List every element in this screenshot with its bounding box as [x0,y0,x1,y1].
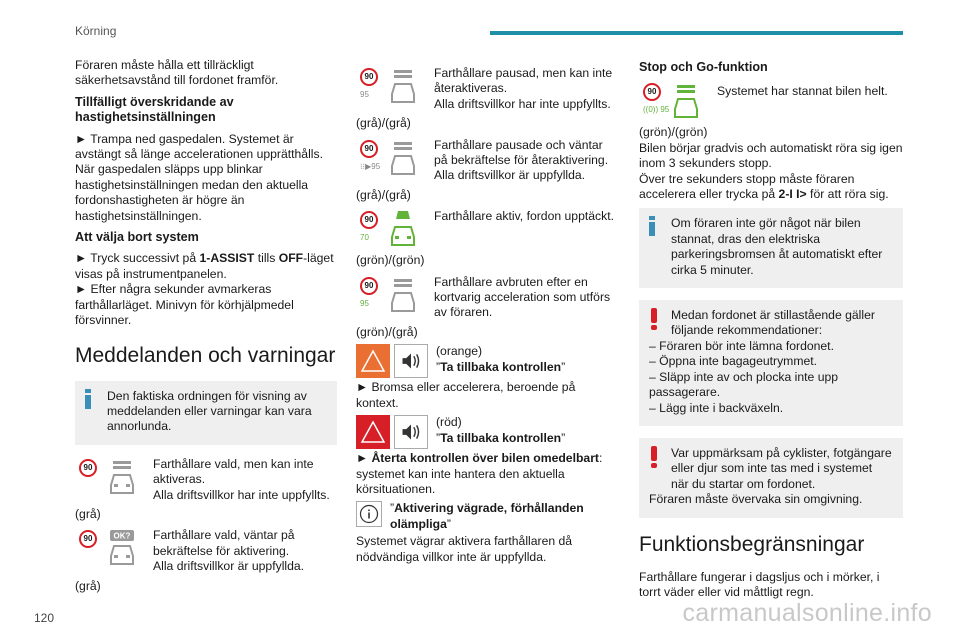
column-3 [639,58,903,606]
section-title: Körning [75,24,117,38]
message-text: Alla driftsvillkor är uppfyllda. [153,559,305,574]
info-circle-icon [356,501,382,527]
speed-gauge-icon: 90 [75,528,107,562]
message-text: Farthållare vald, men kan inte aktiveras. [153,456,314,487]
warning-box: Var uppmärksam på cyklister, fotgängare eller djur som inte tas med i systemet när du startar om fordonet. Föraren måste övervaka sin omgivning. [639,438,903,518]
section-heading: Funktionsbegränsningar [639,532,865,556]
info-icon [649,216,655,236]
color-caption: (grå) [75,506,101,521]
speed-gauge-icon: 90 ((0)) 95 [639,81,671,115]
paragraph: Farthållare fungerar i dagsljus och i mörker, i torrt väder eller vid måttligt regn. [639,569,880,599]
subheading: Tillfälligt överskridande av hastighetsinställningen [75,94,234,125]
speed-gauge-icon: 90 70 [356,209,388,243]
paragraph: ► Bromsa eller accelerera, beroende på kontext. [356,380,576,410]
warning-triangle-icon [356,415,390,449]
paragraph: ► Återta kontrollen över bilen omedelbart: systemet kan inte hantera den aktuella körsituationen. [356,451,603,496]
exclamation-icon [651,446,657,468]
message-text: Farthållare pausade och väntar på bekräftelse för återaktivering. [434,137,609,168]
subheading: Stop och Go-funktion [639,60,768,74]
speed-gauge-icon: 90 95 [356,275,388,309]
color-caption: (grå) [75,578,101,593]
paragraph: Föraren måste hålla ett tillräckligt säkerhetsavstånd till fordonet framför. [75,58,279,88]
message-row [356,275,618,321]
message-text: Systemet har stannat bilen helt. [717,84,888,99]
info-icon [85,389,91,409]
paragraph: Föraren måste övervaka sin omgivning. [649,492,863,507]
message-row [639,81,903,121]
color-caption: (grön)/(grå) [356,324,418,339]
speed-gauge-icon: 90 ⁝⁝▶95 [356,138,388,172]
alert-row [356,344,618,378]
car-icon [107,457,137,497]
message-text: Farthållare avbruten efter en kortvarig acceleration som utförs av föraren. [434,274,611,320]
car-detected-icon [388,209,418,249]
paragraph: ► Tryck successivt på 1-ASSIST tills OFF-läget visas på instrumentpanelen. ► Efter några sekunder avmarkeras farthållarläget. Minivyn för körhjälpmedel försvinner. [75,251,334,328]
alert-title: ”Aktivering vägrade, förhållanden olämpliga” [390,501,584,531]
alert-title: ”Ta tillbaka kontrollen” [436,430,566,445]
message-text: Farthållare aktiv, fordon upptäckt. [434,209,614,224]
message-text: Alla driftsvillkor har inte uppfyllts. [434,96,611,111]
alert-color: (orange) [436,344,483,359]
info-box: Om föraren inte gör något när bilen stannat, dras den elektriska parkeringsbromsen åt automatiskt efter cirka 5 minuter. [639,208,903,288]
car-icon [388,66,418,106]
car-icon [388,138,418,178]
paragraph: Systemet vägrar aktivera farthållaren då nödvändiga villkor inte är uppfyllda. [356,534,573,564]
page-number: 120 [34,611,55,625]
section-heading: Meddelanden och varningar [75,343,336,367]
list-item: – Föraren bör inte lämna fordonet. [649,338,834,353]
alert-color: (röd) [436,415,462,430]
message-row [356,66,618,112]
color-caption: (grå)/(grå) [356,116,411,131]
watermark: carmanualsonline.info [682,599,932,627]
message-text: Alla driftsvillkor har inte uppfyllts. [153,487,330,502]
warning-box: Medan fordonet är stillastående gäller följande rekommendationer: – Föraren bör inte lämna fordonet. – Öppna inte bagageutrymmet. – Släpp inte av och plocka inte upp passagerare. – Lägg inte i backväxeln. [639,300,903,426]
column-2 [356,66,618,571]
paragraph: ► Trampa ned gaspedalen. Systemet är avstängt så länge accelerationen upprätthålls. När gaspedalen släpps upp blinkar hastighetsinställningen medan den aktuella fordonshastigheten är högre än hastighetsinställningen. [75,131,323,223]
car-stop-icon [671,81,701,121]
message-text: Farthållare pausad, men kan inte återaktiveras. [434,66,613,96]
speed-gauge-icon: 90 [75,457,107,491]
subheading: Att välja bort system [75,230,199,245]
car-ok-icon [107,528,137,568]
speaker-icon [394,415,428,449]
info-box: Den faktiska ordningen för visning av meddelanden eller varningar kan vara annorlunda. [75,381,337,445]
paragraph: Bilen börjar gradvis och automatiskt röra sig igen inom 3 sekunders stopp. [639,140,903,171]
message-text: Farthållare vald, väntar på bekräftelse för aktivering. [153,528,295,558]
message-row [75,528,337,574]
speaker-icon [394,344,428,378]
paragraph: (grön)/(grön) [639,125,708,140]
message-row [356,138,618,184]
exclamation-icon [651,308,657,330]
alert-row [356,501,618,532]
car-icon [388,275,418,315]
list-item: – Lägg inte i backväxeln. [649,400,784,415]
alert-row [356,415,618,449]
warning-triangle-icon [356,344,390,378]
list-item: – Öppna inte bagageutrymmet. [649,354,818,369]
column-1 [75,58,337,600]
color-caption: (grön)/(grön) [356,253,425,268]
list-item: – Släpp inte av och plocka inte upp passagerare. [649,369,839,400]
message-row [356,209,618,249]
paragraph: Över tre sekunders stopp måste föraren accelerera eller trycka på 2-I I> för att röra sig. [639,171,889,202]
alert-title: ”Ta tillbaka kontrollen” [436,359,566,374]
ok-badge-label: OK? [113,531,131,541]
color-caption: (grå)/(grå) [356,187,411,202]
header-accent-bar [490,31,903,35]
message-row [75,457,337,503]
speed-gauge-icon: 90 95 [356,66,388,100]
message-text: Alla driftsvillkor är uppfyllda. [434,168,586,183]
